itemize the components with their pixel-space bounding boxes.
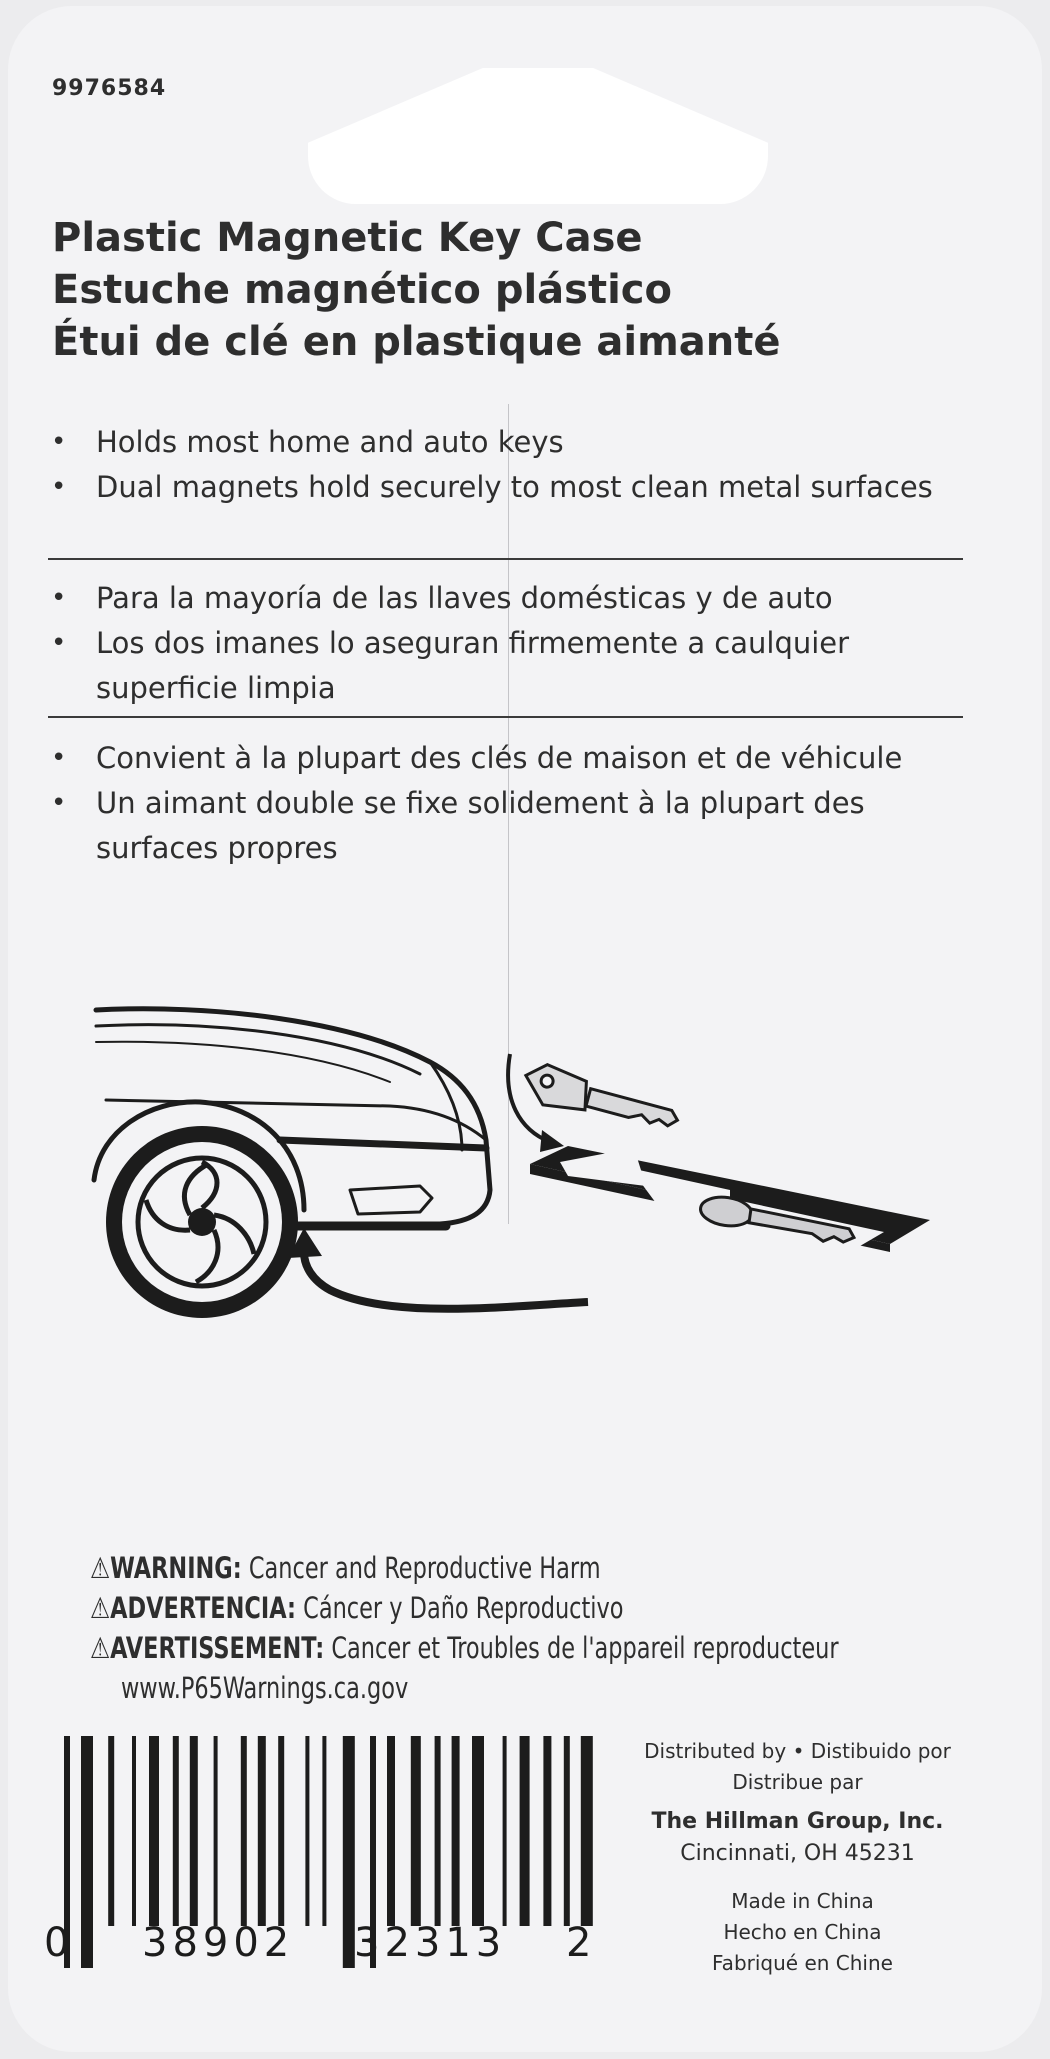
barcode-digit-first: 0 <box>44 1920 70 1966</box>
feature-item: • Holds most home and auto keys <box>48 420 963 465</box>
company-address: Cincinnati, OH 45231 <box>680 1841 915 1866</box>
feature-item: • Dual magnets hold securely to most clean metal surfaces <box>48 465 963 510</box>
barcode-bar <box>278 1736 284 1926</box>
feature-item: • Para la mayoría de las llaves domésticas y de auto <box>48 576 963 621</box>
feature-item: • Un aimant double se fixe solidement à la plupart des surfaces propres <box>48 781 963 871</box>
title-spanish: Estuche magnético plástico <box>52 267 672 313</box>
wheel-icon <box>106 1126 298 1318</box>
barcode-bar <box>108 1736 114 1926</box>
section-divider <box>48 558 963 560</box>
warning-label: WARNING: <box>110 1551 242 1585</box>
barcode-bar <box>503 1736 507 1926</box>
upc-barcode <box>46 1736 606 1976</box>
warning-text: Cancer et Troubles de l'appareil reproducteur <box>331 1631 839 1665</box>
curved-arrow-icon <box>288 1228 588 1309</box>
features-english <box>48 420 963 510</box>
distributor-info <box>625 1736 970 1870</box>
features-french <box>48 736 963 871</box>
warning-triangle-icon: ⚠ <box>90 1591 111 1625</box>
key-icon <box>520 1060 683 1140</box>
made-in-english: Made in China <box>731 1889 874 1913</box>
sku-number: 9976584 <box>52 76 167 101</box>
distribue-par-label: Distribue par <box>732 1770 863 1794</box>
barcode-bar <box>411 1736 421 1926</box>
barcode-bar <box>581 1736 593 1926</box>
barcode-bar <box>343 1736 355 1968</box>
barcode-bar <box>305 1736 309 1926</box>
warning-line-french <box>90 1628 839 1668</box>
warning-line-english <box>90 1548 839 1588</box>
warning-text: Cáncer y Daño Reproductivo <box>303 1591 624 1625</box>
barcode-bar <box>543 1736 551 1926</box>
barcode-group-left: 38902 <box>142 1920 295 1966</box>
prop65-warnings <box>90 1548 960 1708</box>
barcode-bar <box>190 1736 198 1926</box>
feature-item: • Los dos imanes lo aseguran firmemente a caulquier superficie limpia <box>48 621 963 711</box>
barcode-group-right: 32313 <box>354 1920 507 1966</box>
made-in-french: Fabriqué en Chine <box>712 1951 893 1975</box>
warning-triangle-icon: ⚠ <box>90 1631 111 1665</box>
warning-label: AVERTISSEMENT: <box>110 1631 325 1665</box>
barcode-bar <box>173 1736 179 1926</box>
barcode-bar <box>520 1736 530 1926</box>
distributed-by-label: Distributed by • Distibuido por <box>644 1739 951 1763</box>
barcode-bar <box>258 1736 266 1926</box>
barcode-bar <box>81 1736 93 1968</box>
country-of-origin <box>680 1886 925 1979</box>
company-name: The Hillman Group, Inc. <box>651 1809 944 1834</box>
barcode-bar <box>472 1736 484 1926</box>
features-spanish <box>48 576 963 711</box>
barcode-bar <box>132 1736 136 1926</box>
barcode-bar <box>452 1736 460 1926</box>
feature-item: • Convient à la plupart des clés de maison et de véhicule <box>48 736 963 781</box>
section-divider <box>48 716 963 718</box>
barcode-bar <box>322 1736 326 1926</box>
barcode-bar <box>241 1736 247 1926</box>
warning-line-spanish <box>90 1588 839 1628</box>
hang-hole <box>308 68 768 204</box>
warning-text: Cancer and Reproductive Harm <box>248 1551 601 1585</box>
barcode-bar <box>149 1736 159 1926</box>
title-french: Étui de clé en plastique aimanté <box>52 319 781 365</box>
barcode-bar <box>214 1736 218 1926</box>
magnetic-key-case-icon <box>530 1146 930 1252</box>
barcode-bar <box>387 1736 395 1926</box>
warning-url[interactable]: www.P65Warnings.ca.gov <box>120 1671 409 1705</box>
warning-triangle-icon: ⚠ <box>90 1551 111 1585</box>
title-english: Plastic Magnetic Key Case <box>52 215 643 261</box>
made-in-spanish: Hecho en China <box>723 1920 882 1944</box>
barcode-bar <box>435 1736 441 1926</box>
usage-illustration <box>90 990 940 1330</box>
warning-label: ADVERTENCIA: <box>110 1591 297 1625</box>
barcode-digit-last: 2 <box>566 1920 592 1966</box>
barcode-bar <box>564 1736 570 1926</box>
product-titles <box>52 212 781 368</box>
